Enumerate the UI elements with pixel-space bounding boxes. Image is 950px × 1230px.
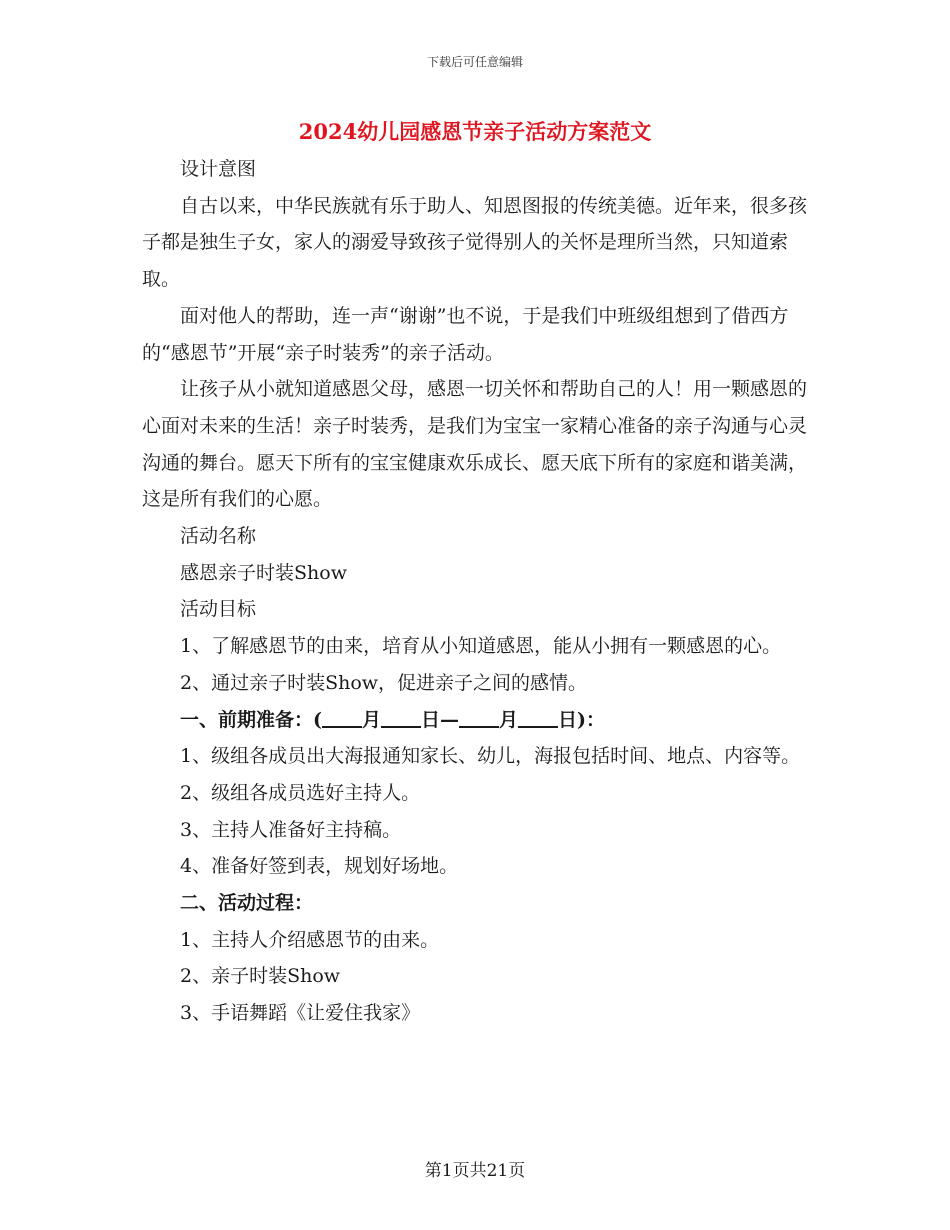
design-paragraph-3: 让孩子从小就知道感恩父母，感恩一切关怀和帮助自己的人！用一颗感恩的心面对未来的生活！亲子时装秀，是我们为宝宝一家精心准备的亲子沟通与心灵沟通的舞台。愿天下所有的宝宝健康欢乐成长、愿天底下所有的家庭和谐美满，这是所有我们的心愿。	[142, 378, 808, 511]
process-heading: 二、活动过程：	[180, 892, 314, 915]
prep-heading-day-1: 日—	[421, 708, 460, 731]
page-footer: 第1页共21页	[424, 1161, 526, 1181]
goal-item-2: 2、通过亲子时装Show，促进亲子之间的感情。	[180, 671, 588, 694]
prep-heading-month-2: 月	[499, 708, 519, 731]
prep-item-4: 4、准备好签到表，规划好场地。	[180, 855, 459, 878]
date-blank	[381, 706, 421, 728]
prep-item-2: 2、级组各成员选好主持人。	[180, 781, 421, 804]
design-heading: 设计意图	[180, 158, 257, 180]
prep-heading-month-1: 月	[362, 708, 382, 731]
date-blank	[518, 706, 558, 728]
prep-heading-day-2: 日)：	[558, 708, 606, 731]
page-header: 下载后可任意编辑	[426, 55, 523, 69]
preparation-heading	[142, 702, 810, 739]
prep-item-3: 3、主持人准备好主持稿。	[180, 818, 402, 841]
document-body	[142, 151, 810, 1032]
activity-goal-heading: 活动目标	[180, 598, 257, 621]
prep-heading-prefix: 一、前期准备：(	[180, 708, 322, 731]
design-paragraph-2: 面对他人的帮助，连一声“谢谢”也不说，于是我们中班级组想到了借西方的“感恩节”开展“亲子时装秀”的亲子活动。	[142, 304, 789, 364]
design-paragraph-1: 自古以来，中华民族就有乐于助人、知恩图报的传统美德。近年来，很多孩子都是独生子女，家人的溺爱导致孩子觉得别人的关怀是理所当然，只知道索取。	[142, 194, 808, 291]
process-item-3: 3、手语舞蹈《让爱住我家》	[180, 1002, 421, 1025]
activity-name-heading: 活动名称	[180, 525, 257, 548]
date-blank	[322, 706, 362, 728]
date-blank	[459, 706, 499, 728]
activity-name-value: 感恩亲子时装Show	[180, 561, 347, 584]
prep-item-1: 1、级组各成员出大海报通知家长、幼儿，海报包括时间、地点、内容等。	[180, 745, 801, 768]
process-item-1: 1、主持人介绍感恩节的由来。	[180, 928, 440, 951]
process-item-2: 2、亲子时装Show	[180, 965, 341, 988]
goal-item-1: 1、了解感恩节的由来，培育从小知道感恩，能从小拥有一颗感恩的心。	[180, 635, 782, 658]
document-title: 2024幼儿园感恩节亲子活动方案范文	[298, 119, 652, 144]
